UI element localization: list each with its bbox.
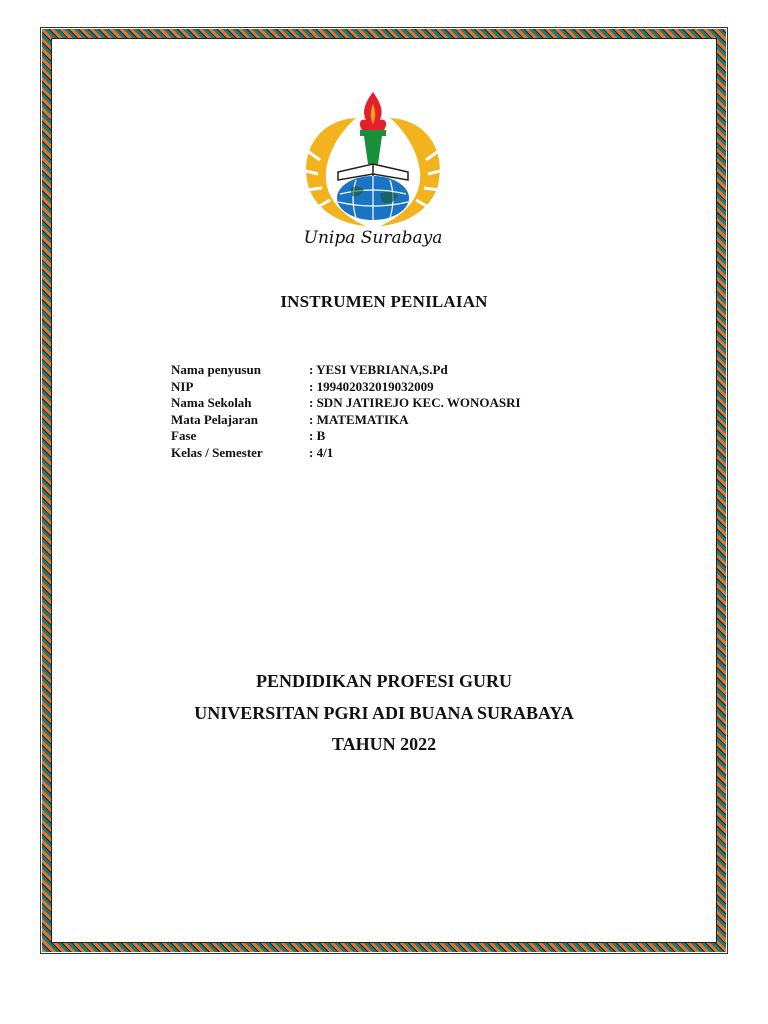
unipa-emblem-icon [298,90,448,230]
info-row [171,395,521,412]
info-label: Mata Pelajaran [171,411,259,427]
university-logo [298,90,448,260]
info-value: : 199402032019032009 [309,378,434,394]
info-label: Fase [171,428,197,443]
info-label: Nama Sekolah [171,395,252,410]
year-line: TAHUN 2022 [331,734,437,754]
document-title: INSTRUMEN PENILAIAN [280,292,488,311]
info-row [171,362,521,379]
institution-footer [0,667,768,762]
info-label: Nama penyusun [171,362,261,377]
info-row [171,445,521,462]
info-label: Kelas / Semester [171,444,263,460]
info-row [171,428,521,445]
info-value: : YESI VEBRIANA,S.Pd [309,362,448,377]
info-value: : 4/1 [309,444,334,460]
info-value: : SDN JATIREJO KEC. WONOASRI [309,395,521,410]
author-info-block [171,362,521,461]
info-value: : B [309,428,326,443]
logo-caption: Unipa Surabaya [303,228,443,248]
info-row [171,379,521,396]
program-name: PENDIDIKAN PROFESI GURU [255,671,513,691]
info-label: NIP [171,378,194,394]
university-name: UNIVERSITAN PGRI ADI BUANA SURABAYA [194,702,574,723]
info-value: : MATEMATIKA [309,411,409,427]
info-row [171,412,521,429]
